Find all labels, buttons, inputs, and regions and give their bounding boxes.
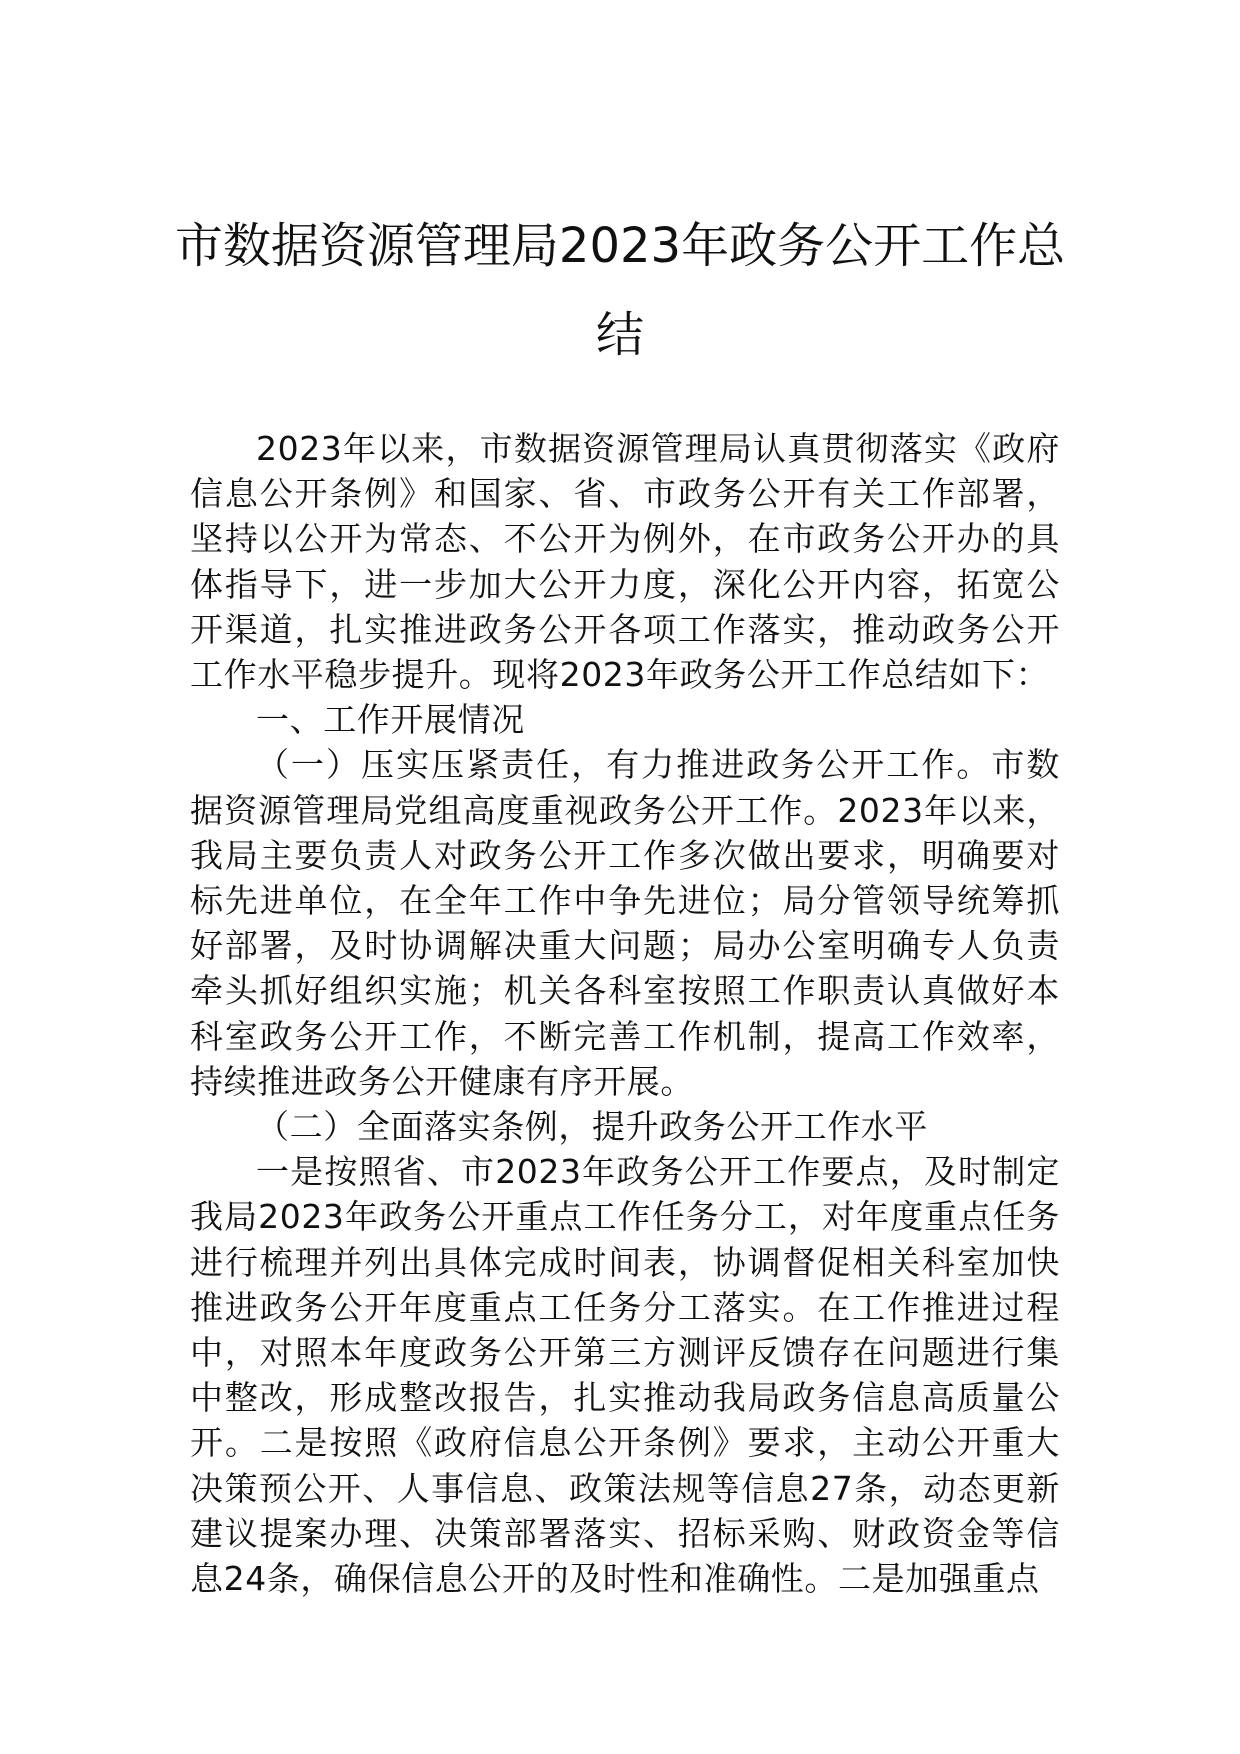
subsection-paragraph-1: （一）压实压紧责任，有力推进政务公开工作。市数据资源管理局党组高度重视政务公开工作。2023年以来，我局主要负责人对政务公开工作多次做出要求，明确要对标先进单位，在全年工作中争先进位；局分管领导统筹抓好部署，及时协调解决重大问题；局办公室明确专人负责牵头抓好组织实施；机关各科室按照工作职责认真做好本科室政务公开工作，不断完善工作机制，提高工作效率，持续推进政务公开健康有序开展。 [190, 745, 1060, 1101]
document-title-line2: 结 [595, 307, 644, 363]
document-body [190, 426, 1060, 1601]
intro-paragraph: 2023年以来，市数据资源管理局认真贯彻落实《政府信息公开条例》和国家、省、市政务公开有关工作部署，坚持以公开为常态、不公开为例外，在市政务公开办的具体指导下，进一步加大公开力度，深化公开内容，拓宽公开渠道，扎实推进政务公开各项工作落实，推动政务公开工作水平稳步提升。现将2023年政务公开工作总结如下： [190, 429, 1060, 695]
section-heading-1: 一、工作开展情况 [256, 700, 525, 740]
subsection-heading-2: （二）全面落实条例，提升政务公开工作水平 [256, 1107, 928, 1147]
document-title-line1: 市数据资源管理局2023年政务公开工作总 [174, 218, 1066, 274]
subsection-paragraph-2: 一是按照省、市2023年政务公开工作要点，及时制定我局2023年政务公开重点工作任务分工，对年度重点任务进行梳理并列出具体完成时间表，协调督促相关科室加快推进政务公开年度重点工任务分工落实。在工作推进过程中，对照本年度政务公开第三方测评反馈存在问题进行集中整改，形成整改报告，扎实推动我局政务信息高质量公开。二是按照《政府信息公开条例》要求，主动公开重大决策预公开、人事信息、政策法规等信息27条，动态更新建议提案办理、决策部署落实、招标采购、财政资金等信息24条，确保信息公开的及时性和准确性。二是加强重点 [190, 1152, 1060, 1599]
